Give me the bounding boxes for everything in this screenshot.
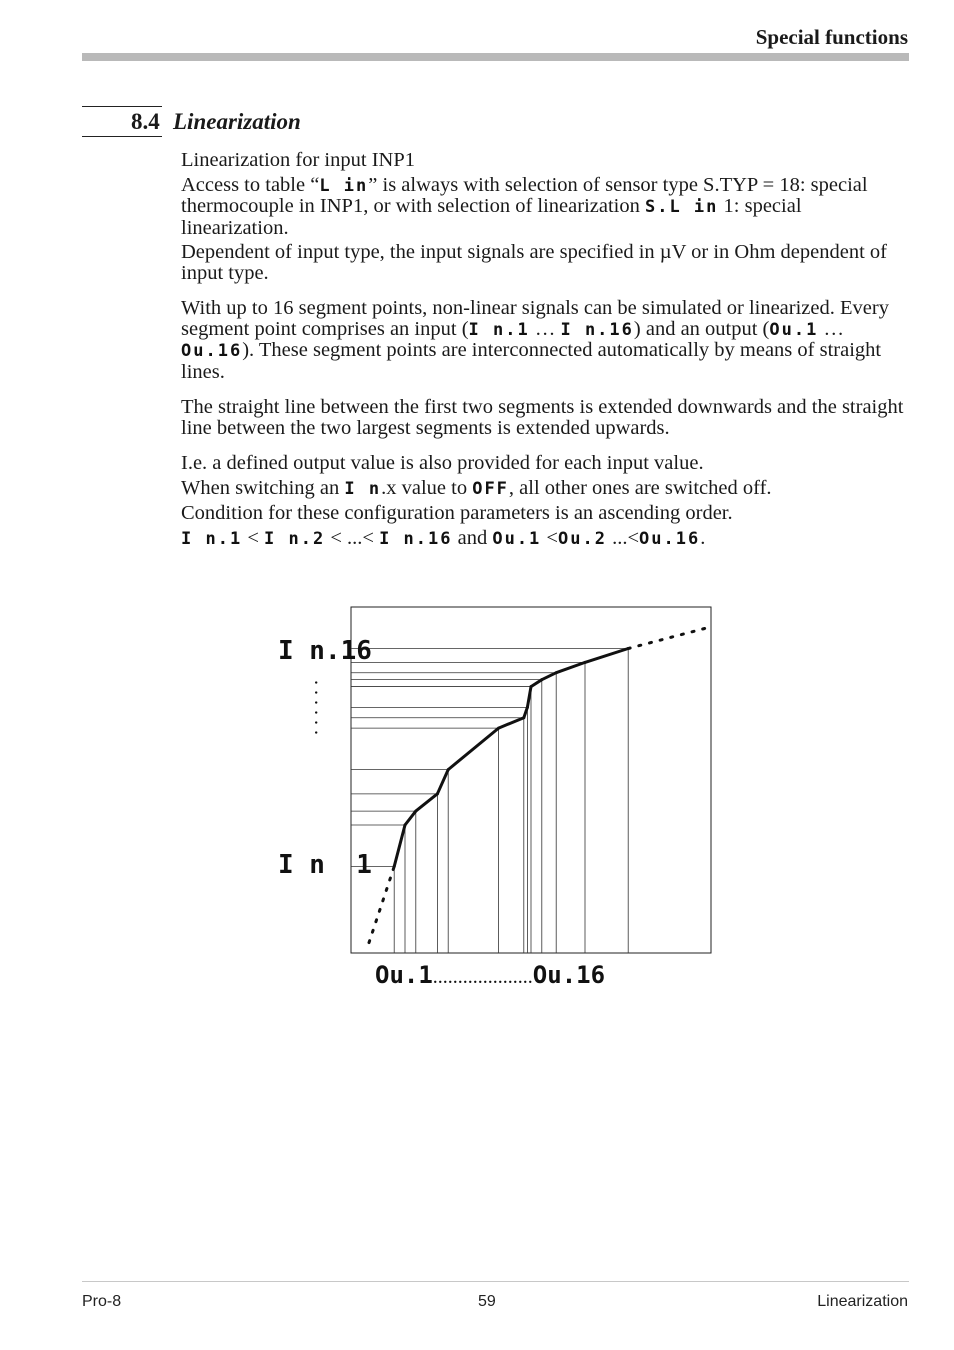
segment-point <box>526 706 529 709</box>
x-label-left: Ou.1 <box>375 961 433 989</box>
text: . <box>700 526 706 549</box>
text: < ...< <box>325 526 380 549</box>
section-number: 8.4 <box>131 109 160 134</box>
segment-code-in1: I n.1 <box>468 319 530 340</box>
segment-code-ou16: Ou.16 <box>639 528 701 549</box>
section-rule-top <box>82 106 162 107</box>
extension-down-line <box>369 867 394 943</box>
segment-code-in1: I n.1 <box>181 528 243 549</box>
text: , all other ones are switched off. <box>508 476 772 499</box>
paragraph-defined-output: I.e. a defined output value is also provided for each input value. <box>181 452 704 474</box>
text: With up to 16 segment points, non-linear signals can be simulated or linearized. Every segment point comprises an input ( <box>181 297 889 340</box>
segment-code-lin: L in <box>319 175 369 196</box>
text: < <box>541 526 558 549</box>
segment-point <box>436 792 439 795</box>
segment-code-ou1: Ou.1 <box>769 319 819 340</box>
segment-point <box>414 810 417 813</box>
text: 1: special linearization. <box>181 195 802 239</box>
segment-code-in: I n <box>344 478 382 499</box>
paragraph-input-type: Dependent of input type, the input signals are specified in µV or in Ohm dependent of input type. <box>181 241 887 284</box>
curve-group <box>393 647 630 868</box>
segment-point <box>404 823 407 826</box>
footer-product: Pro-8 <box>82 1293 122 1310</box>
section-rule-bottom <box>82 136 162 137</box>
text: ...< <box>606 526 639 549</box>
segment-point <box>540 678 543 681</box>
x-label-right: Ou.16 <box>532 961 606 989</box>
footer-rule <box>82 1281 909 1282</box>
y-label-top: I n.16 <box>278 636 372 666</box>
segment-code-off: OFF <box>472 478 509 499</box>
x-label <box>375 961 605 989</box>
text: ) and an output ( <box>633 317 770 340</box>
segment-point <box>447 768 450 771</box>
paragraph-intro: Linearization for input INP1 <box>181 149 415 171</box>
text: and <box>452 526 493 549</box>
y-label-dots: . . . . . . <box>310 680 332 735</box>
paragraph-segments <box>181 298 911 382</box>
segment-code-in16: I n.16 <box>560 319 634 340</box>
segment-code-ou1: Ou.1 <box>492 528 542 549</box>
text: ). These segment points are interconnected automatically by means of straight lines. <box>181 339 882 383</box>
segment-point <box>530 685 533 688</box>
paragraph-switch-off <box>181 478 911 500</box>
footer-section: Linearization <box>817 1293 908 1310</box>
segment-point <box>627 647 630 650</box>
segment-code-in16: I n.16 <box>379 528 453 549</box>
paragraph-condition: Condition for these configuration parameters is an ascending order. <box>181 502 733 524</box>
extension-up-line <box>628 628 707 649</box>
text: … <box>818 317 844 340</box>
segment-code-ou2: Ou.2 <box>557 528 607 549</box>
text: < <box>242 526 264 549</box>
paragraph-extension: The straight line between the first two segments is extended downwards and the straight line between the two largest segments is extended upwards. <box>181 396 904 439</box>
segment-point <box>555 671 558 674</box>
section-title: Linearization <box>173 109 301 134</box>
header-title: Special functions <box>755 25 908 49</box>
text: .x value to <box>381 476 473 499</box>
segment-point <box>522 716 525 719</box>
segment-code-ou16: Ou.16 <box>181 341 243 361</box>
header-bar <box>82 53 909 61</box>
extension-lines <box>369 628 707 943</box>
linearization-curve <box>394 649 628 867</box>
paragraph-order <box>181 528 911 550</box>
footer-page-number: 59 <box>478 1293 496 1310</box>
segment-code-in2: I n.2 <box>264 528 326 549</box>
segment-point <box>584 661 587 664</box>
body-text <box>181 150 911 549</box>
segment-guide-lines <box>351 649 628 953</box>
text: … <box>529 317 561 340</box>
paragraph-access <box>181 175 911 239</box>
text: ” is always with selection of sensor type S.TYP = 18: special thermocouple in INP1, or with selection of linearization <box>181 173 868 217</box>
linearization-chart <box>260 590 730 1000</box>
text: Access to table “ <box>181 173 320 196</box>
x-label-dots: .................... <box>432 966 533 988</box>
segment-point <box>393 865 396 868</box>
segment-point <box>497 727 500 730</box>
text: When switching an <box>181 476 345 499</box>
y-label-bottom: I n 1 <box>278 850 372 880</box>
segment-code-slin: S.L in <box>644 197 719 217</box>
